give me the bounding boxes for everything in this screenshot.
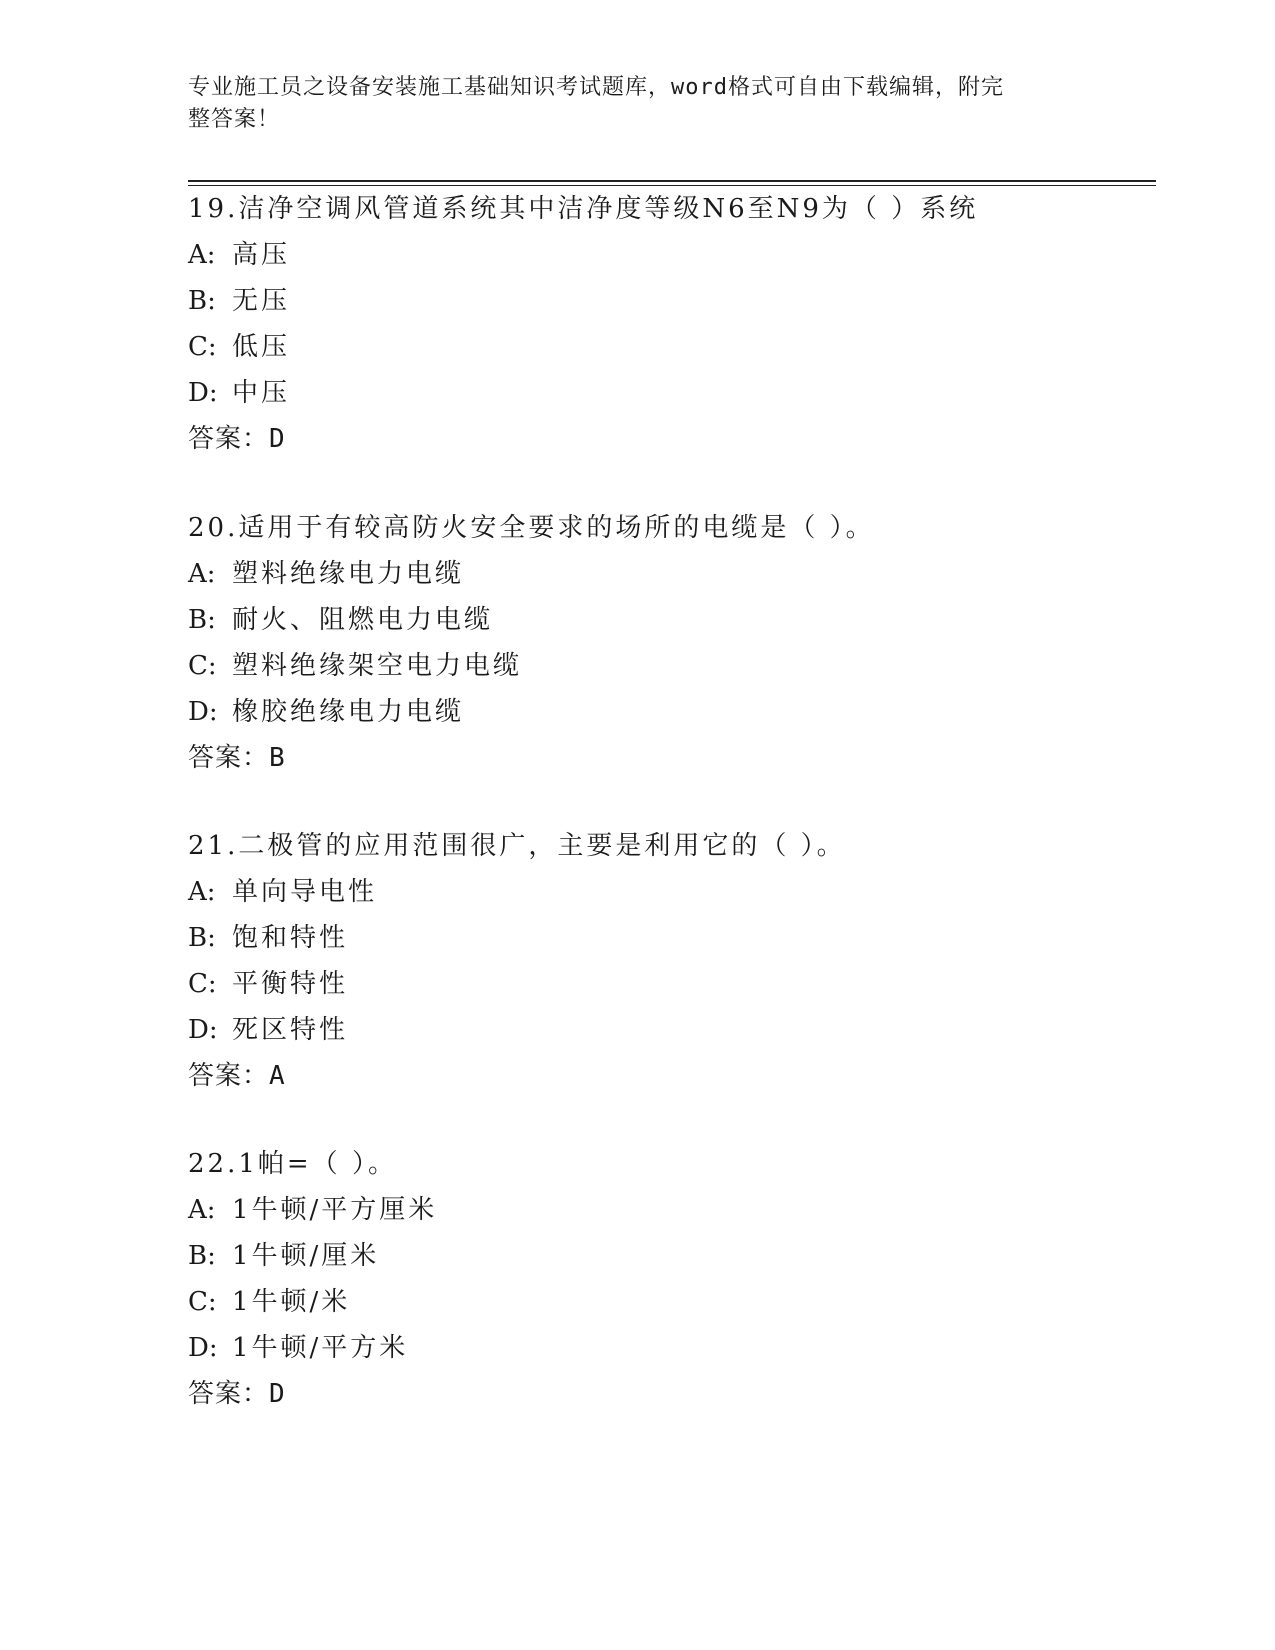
option-d <box>188 1007 1156 1053</box>
option-c <box>188 324 1156 370</box>
option-a <box>188 869 1156 915</box>
answer-line: 答案：B <box>188 743 286 773</box>
question-stem: 19.洁净空调风管道系统其中洁净度等级N6至N9为（ ）系统 <box>188 194 979 224</box>
option-text: 1牛顿/平方厘米 <box>232 1195 438 1225</box>
option-letter: D: <box>188 697 218 727</box>
document-header <box>188 72 1068 136</box>
question-19 <box>188 186 1156 462</box>
option-text: 1牛顿/米 <box>232 1287 351 1317</box>
header-line-2: 整答案！ <box>188 107 281 132</box>
question-22 <box>188 1141 1156 1417</box>
option-letter: B: <box>188 286 216 316</box>
option-text: 中压 <box>232 378 291 408</box>
option-letter: C: <box>188 332 217 362</box>
header-divider-thick <box>188 180 1156 182</box>
question-21 <box>188 823 1156 1099</box>
option-letter: D: <box>188 1015 218 1045</box>
answer-line: 答案：D <box>188 1379 286 1409</box>
option-text: 无压 <box>232 286 291 316</box>
option-a <box>188 232 1156 278</box>
option-letter: C: <box>188 969 217 999</box>
option-c <box>188 643 1156 689</box>
option-d <box>188 370 1156 416</box>
answer-line: 答案：D <box>188 424 286 454</box>
option-d <box>188 689 1156 735</box>
option-text: 橡胶绝缘电力电缆 <box>232 697 465 727</box>
question-stem: 22.1帕=（ ）。 <box>188 1149 397 1179</box>
option-letter: C: <box>188 1287 217 1317</box>
option-text: 塑料绝缘电力电缆 <box>232 559 465 589</box>
option-text: 死区特性 <box>232 1015 349 1045</box>
option-letter: D: <box>188 378 218 408</box>
option-letter: C: <box>188 651 217 681</box>
question-20 <box>188 505 1156 781</box>
option-b <box>188 597 1156 643</box>
option-text: 耐火、阻燃电力电缆 <box>232 605 494 635</box>
option-a <box>188 1187 1156 1233</box>
answer-line: 答案：A <box>188 1061 286 1091</box>
option-letter: D: <box>188 1333 218 1363</box>
option-b <box>188 278 1156 324</box>
option-text: 高压 <box>232 240 291 270</box>
option-text: 单向导电性 <box>232 877 378 907</box>
option-b <box>188 1233 1156 1279</box>
header-line-1: 专业施工员之设备安装施工基础知识考试题库，word格式可自由下载编辑，附完 <box>188 75 1004 100</box>
option-a <box>188 551 1156 597</box>
option-text: 1牛顿/平方米 <box>232 1333 409 1363</box>
option-text: 塑料绝缘架空电力电缆 <box>232 651 523 681</box>
option-text: 平衡特性 <box>232 969 349 999</box>
question-stem: 20.适用于有较高防火安全要求的场所的电缆是（ ）。 <box>188 513 875 543</box>
option-letter: A: <box>188 877 216 907</box>
option-letter: A: <box>188 1195 216 1225</box>
option-letter: B: <box>188 1241 216 1271</box>
option-d <box>188 1325 1156 1371</box>
option-text: 低压 <box>232 332 291 362</box>
option-b <box>188 915 1156 961</box>
option-c <box>188 961 1156 1007</box>
option-letter: B: <box>188 605 216 635</box>
option-text: 1牛顿/厘米 <box>232 1241 380 1271</box>
question-stem: 21.二极管的应用范围很广，主要是利用它的（ ）。 <box>188 831 846 861</box>
option-letter: A: <box>188 559 216 589</box>
option-letter: B: <box>188 923 216 953</box>
option-c <box>188 1279 1156 1325</box>
option-text: 饱和特性 <box>232 923 349 953</box>
option-letter: A: <box>188 240 216 270</box>
